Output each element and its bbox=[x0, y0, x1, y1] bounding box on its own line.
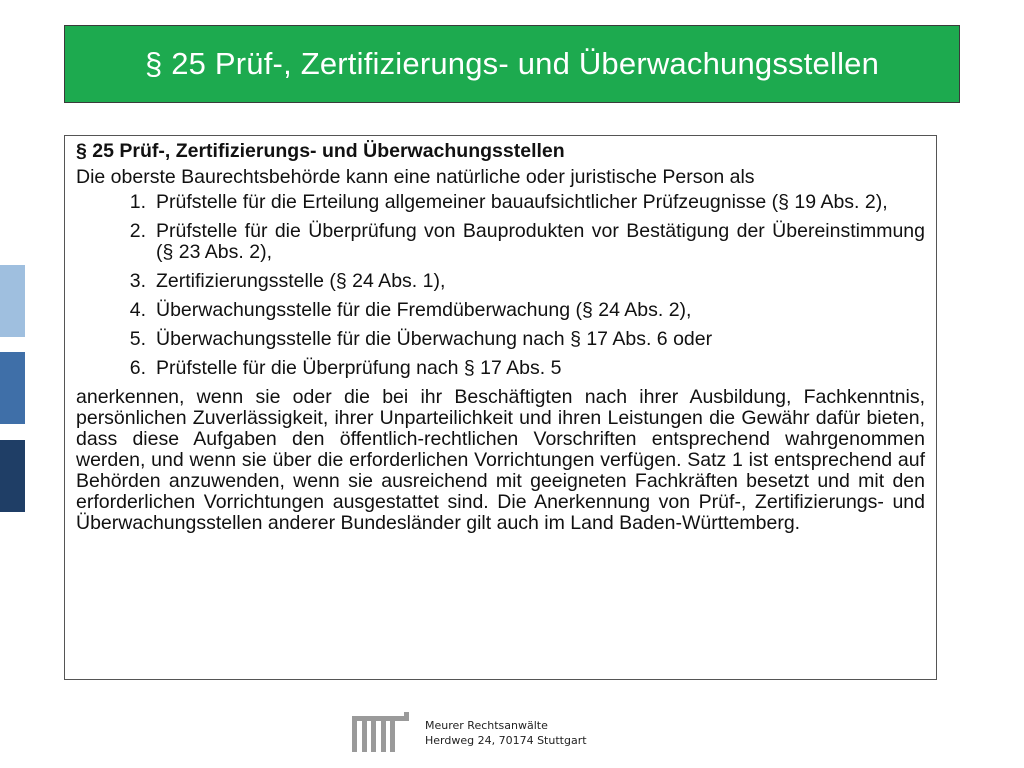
side-accent-mid bbox=[0, 352, 25, 424]
list-item bbox=[76, 221, 925, 263]
list-item-text: Überwachungsstelle für die Überwachung nach § 17 Abs. 6 oder bbox=[156, 328, 713, 350]
list-item-number: 1. bbox=[129, 191, 146, 213]
section-heading: § 25 Prüf-, Zertifizierungs- und Überwachungsstellen bbox=[76, 140, 565, 162]
body-paragraph: anerkennen, wenn sie oder die bei ihr Beschäftigten nach ihrer Ausbildung, Fachkenntnis, persönlichen Zuverlässigkeit, ihrer Unparteilichkeit und ihren Leistungen die Gewähr dafür bieten, dass diese Aufgaben den öffentlich-rechtlichen Vorschriften entsprechend wahrgenommen werden, und wenn sie über die erforderlichen Vorrichtungen verfügen. Satz 1 ist entsprechend auf Behörden anzuwenden, wenn sie ausreichend mit geeigneten Fachkräften besetzt und mit den erforderlichen Vorrichtungen ausgestattet sind. Die Anerkennung von Prüf-, Zertifizierungs- und Überwachungsstellen anderer Bundesländer gilt auch im Land Baden-Württemberg. bbox=[76, 386, 925, 534]
title-bar bbox=[64, 25, 960, 103]
footer-firm-name: Meurer Rechtsanwälte bbox=[425, 719, 548, 732]
list-item-number: 4. bbox=[129, 299, 146, 321]
list-item bbox=[76, 358, 925, 379]
intro-sentence: Die oberste Baurechtsbehörde kann eine natürliche oder juristische Person als bbox=[76, 166, 755, 188]
list-item-text: Prüfstelle für die Erteilung allgemeiner bauaufsichtlicher Prüfzeugnisse (§ 19 Abs. 2), bbox=[156, 191, 888, 213]
numbered-list bbox=[76, 192, 925, 379]
side-accent-light bbox=[0, 265, 25, 337]
side-accent-dark bbox=[0, 440, 25, 512]
list-item-text: Prüfstelle für die Überprüfung nach § 17 Abs. 5 bbox=[156, 357, 562, 379]
law-text-box bbox=[64, 135, 937, 680]
list-item-text: Prüfstelle für die Überprüfung von Bauprodukten vor Bestätigung der Übereinstimmung (§ 23 Abs. 2), bbox=[156, 220, 925, 263]
list-item-text: Überwachungsstelle für die Fremdüberwachung (§ 24 Abs. 2), bbox=[156, 299, 692, 321]
list-item bbox=[76, 329, 925, 350]
slide-title: § 25 Prüf-, Zertifizierungs- und Überwachungsstellen bbox=[144, 46, 880, 81]
list-item-number: 5. bbox=[129, 328, 146, 350]
list-item-number: 2. bbox=[129, 220, 146, 242]
footer-address: Herdweg 24, 70174 Stuttgart bbox=[425, 734, 587, 747]
firm-logo-icon bbox=[352, 712, 410, 752]
list-item bbox=[76, 271, 925, 292]
footer bbox=[425, 718, 587, 748]
list-item-number: 6. bbox=[129, 357, 146, 379]
list-item-text: Zertifizierungsstelle (§ 24 Abs. 1), bbox=[156, 270, 446, 292]
list-item-number: 3. bbox=[129, 270, 146, 292]
list-item bbox=[76, 300, 925, 321]
list-item bbox=[76, 192, 925, 213]
